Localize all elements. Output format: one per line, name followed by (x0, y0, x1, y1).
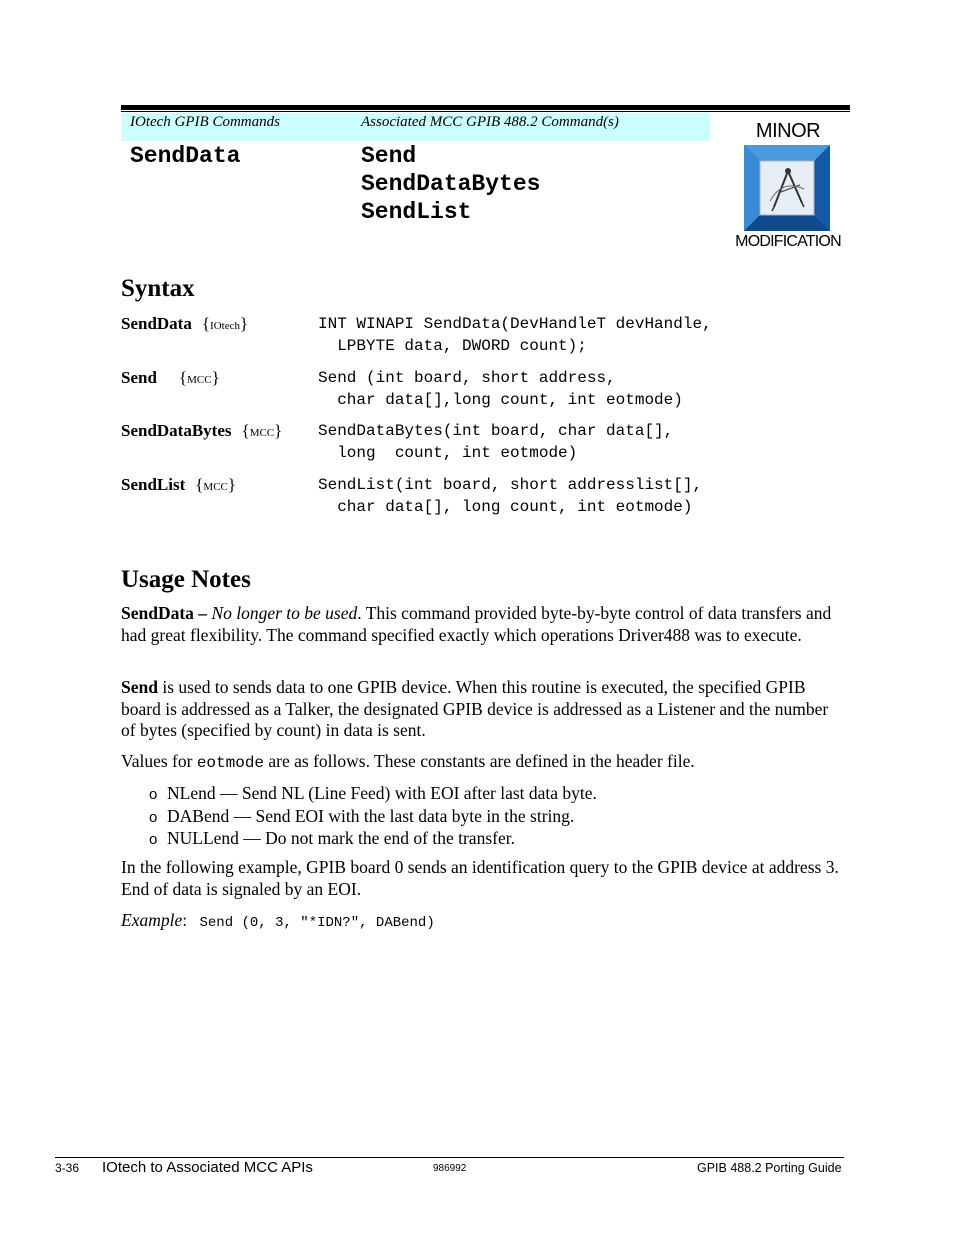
footer-guide-title: GPIB 488.2 Porting Guide (697, 1161, 842, 1175)
syntax-row-send (121, 368, 220, 388)
syntax-tag: {IOtech} (201, 314, 249, 333)
example-label: Example (121, 910, 183, 930)
syntax-tag: {MCC} (241, 421, 283, 440)
syntax-heading: Syntax (121, 275, 195, 302)
list-item: o NLend — Send NL (Line Feed) with EOI after last data byte. (149, 783, 597, 803)
iotech-commands-label: IOtech GPIB Commands (130, 114, 280, 130)
mcc-commands-label: Associated MCC GPIB 488.2 Command(s) (361, 114, 619, 130)
footer-doc-number: 986992 (433, 1163, 467, 1174)
syntax-code-send: Send (int board, short address, char data[],long count, int eotmode) (318, 369, 683, 409)
iotech-command: SendData (130, 143, 241, 169)
eotmode-code: eotmode (196, 754, 265, 772)
syntax-row-senddata (121, 314, 248, 334)
syntax-code-senddatabytes: SendDataBytes(int board, char data[], long count, int eotmode) (318, 422, 674, 462)
syntax-code-senddata: INT WINAPI SendData(DevHandleT devHandle, LPBYTE data, DWORD count); (318, 315, 712, 355)
example-line: Example: Send (0, 3, "*IDN?", DABend) (121, 910, 435, 931)
footer-section-title: IOtech to Associated MCC APIs (102, 1159, 313, 1176)
minor-modification-badge-icon (744, 145, 830, 231)
usage-notes-heading: Usage Notes (121, 566, 251, 593)
mcc-command: SendList (361, 199, 472, 225)
eotmode-bullet-list (149, 783, 597, 851)
usage-paragraph-send: Send is used to sends data to one GPIB device. When this routine is executed, the specified GPIB board is addressed as a Talker, the designated GPIB device is addressed as a Listener and the number of bytes (specified by count) in data is sent. (121, 677, 829, 741)
mcc-command: SendDataBytes (361, 171, 541, 197)
syntax-row-sendlist (121, 475, 236, 495)
syntax-tag: {MCC} (195, 475, 237, 494)
mcc-command: Send (361, 143, 417, 169)
header-rule-thick (121, 105, 850, 110)
usage-paragraph-example-intro: In the following example, GPIB board 0 sends an identification query to the GPIB device at address 3. End of data is signaled by an EOI. (121, 857, 839, 899)
syntax-tag: {MCC} (178, 368, 220, 387)
syntax-row-senddatabytes (121, 421, 282, 441)
mcc-command-list (361, 142, 540, 226)
footer-page-number: 3-36 (55, 1161, 80, 1175)
list-item: o NULLend — Do not mark the end of the transfer. (149, 828, 515, 849)
syntax-name: SendList (121, 475, 186, 494)
footer-rule (55, 1157, 844, 1158)
usage-paragraph-senddata: SendData – No longer to be used. This command provided byte-by-byte control of data transfers and had great flexibility. The command specified exactly which operations Driver488 was to execute. (121, 603, 832, 645)
example-code: Send (0, 3, "*IDN?", DABend) (199, 915, 435, 931)
syntax-code-sendlist: SendList(int board, short addresslist[], char data[], long count, int eotmode) (318, 476, 703, 516)
header-rule-thin (121, 111, 850, 112)
syntax-name: SendDataBytes (121, 421, 232, 440)
badge-minor-label: MINOR (755, 120, 821, 142)
list-item: o DABend — Send EOI with the last data byte in the string. (149, 805, 575, 826)
usage-paragraph-eotmode: Values for eotmode are as follows. These constants are defined in the header file. (121, 751, 695, 772)
syntax-name: Send (121, 368, 157, 387)
syntax-name: SendData (121, 314, 192, 333)
badge-modification-label: MODIFICATION (735, 233, 841, 250)
